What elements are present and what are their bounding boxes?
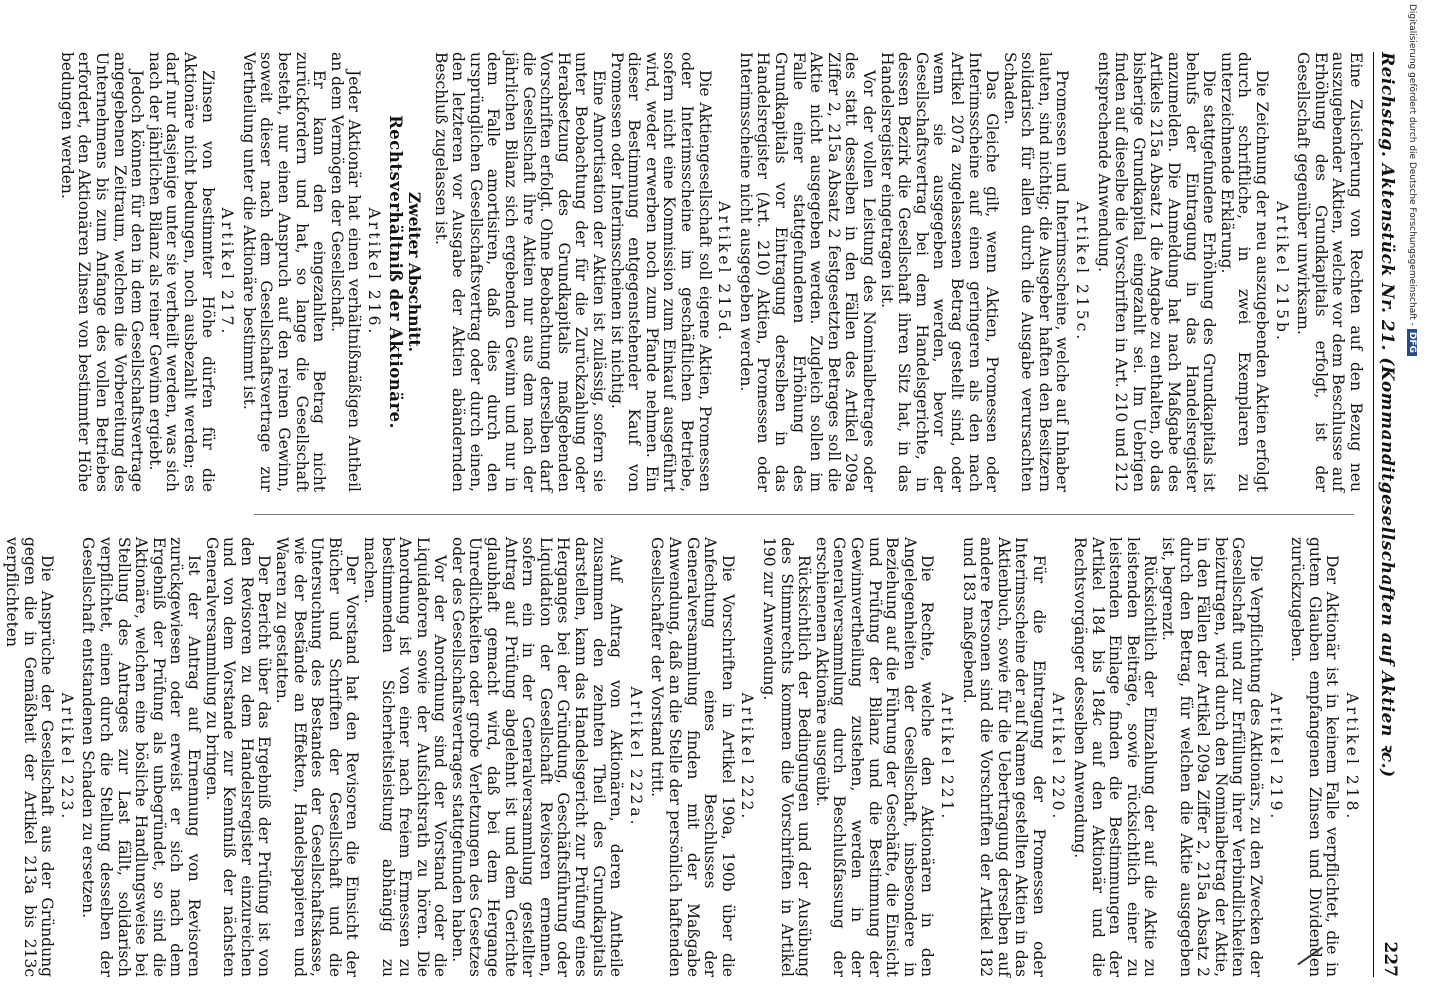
right-column xyxy=(3,537,1364,977)
digitization-note xyxy=(1407,4,1417,356)
paragraph: Der Aktionär ist in keinem Falle verpflichtet, die in gutem Glauben empfangenen Zinsen und Dividenden zurückzugeben. xyxy=(1288,537,1342,977)
paragraph: Auf Antrag von Aktionären, deren Antheile zusammen den zehnten Theil des Grundkapitals darstellen, kann das Handelsgericht zur Prüfung eines Herganges bei der Gründung, Geschäftsführung oder Liquidation der Gesellschaft Revisoren ernennen, sofern ein in der Generalversammlung gestellter Antrag auf Prüfung abgelehnt ist und dem Gerichte glaubhaft gemacht wird, daß bei dem Hergange Unredlichkeiten oder grobe Verletzungen des Gesetzes oder des Gesellschaftsvertrages stattgefunden haben. xyxy=(448,537,626,977)
section-heading: Zweiter Abschnitt. xyxy=(405,191,425,353)
paragraph: Vor der Anordnung sind der Vorstand oder die Liquidatoren sowie der Aufsichtsrath zu hören. Die Anordnung ist von einer nach freiem Ermessen zu bestimmenden Sicherheitsleistung abhängig zu machen. xyxy=(360,537,450,977)
article-heading: Artikel 215c. xyxy=(1073,201,1092,343)
paragraph: Die Rechte, welche den Aktionären in den Angelegenheiten der Gesellschaft, insbesondere in Beziehung auf die Führung der Geschäfte, die Einsicht und Prüfung der Bilanz und die Bestimmung der Gewinnvertheilung zustehen, werden in der Generalversammlung durch Beschlußfassung der erschienenen Aktionäre ausgeübt. xyxy=(812,537,937,977)
paragraph: Er kann den eingezahlten Betrag nicht zurückfordern und hat, so lange die Gesellschaft besteht, nur einen Anspruch auf den reinen Gewinn, soweit dieser nach dem Gesellschaftsvertrage zur Vertheilung unter die Aktionäre bestimmt ist. xyxy=(239,52,329,492)
paragraph: Eine Amortisation der Aktien ist zulässig, sofern sie unter Beobachtung der für die Zurückzahlung oder Herabsetzung des Grundkapitals maßgebenden Vorschriften erfolgt. Ohne Beobachtung derselben darf die Gesellschaft ihre Aktien nur aus dem nach der jährlichen Bilanz sich ergebenden Gewinn und nur in dem Falle amortisiren, daß dies durch den ursprünglichen Gesellschaftsvertrag oder durch einen, den letzteren vor Ausgabe der Aktien abändernden Beschluß zugelassen ist. xyxy=(431,52,609,492)
article-heading: Artikel 215b. xyxy=(1272,201,1291,343)
page-number: 227 xyxy=(1380,941,1400,977)
article-heading: Artikel 216. xyxy=(364,207,383,337)
column-divider xyxy=(254,514,1354,515)
paragraph: Der Vorstand hat den Revisoren die Einsicht der Bücher und Schriften der Gesellschaft und die Untersuchung des Bestandes der Gesellschaftskasse, wie der Bestände an Effekten, Handelspapieren und Waaren zu gestatten. xyxy=(272,537,362,977)
article-heading: Artikel 222. xyxy=(738,692,757,822)
dfg-logo: DFG xyxy=(1407,329,1417,356)
paragraph: Vor der vollen Leistung des Nominalbetrages oder des statt desselben in den Fällen des Artikel 209a Ziffer 2, 215a Absatz 2 festgesetzten Betrages soll die Aktie nicht ausgegeben werden. Zugleich sollen im Falle einer stattgefundenen Erhöhung des Grundkapitals vor Eintragung derselben in das Handelsregister (Art. 210) Aktien, Promessen oder Interimsscheine nicht ausgegeben werden. xyxy=(736,52,878,492)
article-heading: Artikel 215d. xyxy=(715,201,734,343)
section-subheading: Rechtsverhältniß der Aktionäre. xyxy=(385,115,405,429)
paragraph: Das Gleiche gilt, wenn Aktien, Promessen oder Interimsscheine auf einen geringeren als den nach Artikel 207a zugelassenen Betrag gestellt sind, oder wenn sie ausgegeben werden, bevor der Gesellschaftsvertrag bei dem Handelsgerichte, in dessen Bezirk die Gesellschaft ihren Sitz hat, in das Handelsregister eingetragen ist. xyxy=(877,52,1002,492)
paragraph: Die Zeichnung der neu auszugebenden Aktien erfolgt durch schriftliche, in zwei Exemplaren zu unterzeichnende Erklärung. xyxy=(1217,52,1272,492)
paragraph: Promessen und Interimsscheine, welche auf Inhaber lauten, sind nichtig; die Ausgeber haften den Besitzern solidarisch für allen durch die Ausgabe verursachten Schaden. xyxy=(1000,52,1072,492)
paragraph: Die Verpflichtung des Aktionärs, zu den Zwecken der Gesellschaft und zur Erfüllung ihrer Verbindlichkeiten beizutragen, wird durch den Nominalbetrag der Aktie, in den Fällen der Artikel 209a Ziffer 2, 215a Absatz 2 durch den Betrag, für welchen die Aktie ausgegeben ist, begrenzt. xyxy=(1159,537,1266,977)
paragraph: Rücksichtlich der Bedingungen und der Ausübung des Stimmrechts kommen die Vorschriften in Artikel 190 zur Anwendung. xyxy=(760,537,814,977)
article-heading: Artikel 221. xyxy=(937,692,956,822)
paragraph: Jeder Aktionär hat einen verhältnißmäßigen Antheil an dem Vermögen der Gesellschaft. xyxy=(327,52,364,492)
article-heading: Artikel 223. xyxy=(57,692,76,822)
paragraph: Eine Zusicherung von Rechten auf den Bezug neu auszugebender Aktien, welche vor dem Beschlusse auf Erhöhung des Grundkapitals erfolgt, ist der Gesellschaft gegenüber unwirksam. xyxy=(1294,52,1365,492)
paragraph: Für die Eintragung der Promessen oder Interimsscheine der auf Namen gestellten Aktien in das Aktienbuch, sowie für die Uebertragung derselben auf andere Personen sind die Vorschriften der Artikel 182 und 183 maßgebend. xyxy=(959,537,1048,977)
article-heading: Artikel 219. xyxy=(1266,692,1285,822)
paragraph: Die stattgefundene Erhöhung des Grundkapitals ist behufs der Eintragung in das Handelsregister anzumelden. Die Anmeldung hat nach Maßgabe des Artikels 215a Absatz 1 die Angabe zu enthalten, ob das bisherige Grundkapital eingezahlt sei. Im Uebrigen finden auf dieselbe die Vorschriften in Art. 210 und 212 entsprechende Anwendung. xyxy=(1094,52,1219,492)
text-columns xyxy=(3,52,1365,977)
paragraph: Jedoch können für den in dem Gesellschaftsvertrage angegebenen Zeitraum, welchen die Vorbereitung des Unternehmens bis zum Anfange des vollen Betriebes erfordert, den Aktionären Zinsen von bestimmter Höhe bedungen werden. xyxy=(57,52,147,492)
article-heading: Artikel 222a. xyxy=(626,686,645,828)
paragraph: Der Bericht über das Ergebniß der Prüfung ist von den Revisoren zu dem Handelsregister einzureichen und von dem Vorstande zur Kenntniß der nächsten Generalversammlung zu bringen. xyxy=(202,537,274,977)
article-heading: Artikel 218. xyxy=(1343,692,1361,822)
rotated-page xyxy=(3,52,1404,977)
article-heading: Artikel 217. xyxy=(218,207,237,337)
digitization-text: Digitalisierung gefördert durch die Deutsche Forschungsgemeinschaft - xyxy=(1407,4,1417,326)
paragraph: Die Aktiengesellschaft soll eigene Aktien, Promessen oder Interimsscheine im geschäftlichen Betriebe, sofern nicht eine Kommission zum Einkauf ausgeführt wird, weder erwerben noch zum Pfande nehmen. Ein dieser Bestimmung entgegenstehender Kauf von Promessen oder Interimsscheinen ist nichtig. xyxy=(607,52,714,492)
paragraph: Ist der Antrag auf Ernennung von Revisoren zurückgewiesen oder erweist er sich nach dem Ergebniß der Prüfung als unbegründet, so sind die Aktionäre, welchen eine bösliche Handlungsweise bei Stellung des Antrages zur Last fällt, solidarisch verpflichtet, einen durch die Stellung desselben der Gesellschaft entstandenen Schaden zu ersetzen. xyxy=(79,537,203,977)
article-heading: Artikel 220. xyxy=(1049,692,1068,822)
paragraph: Rücksichtlich der Einzahlung der auf die Aktie zu leistenden Beiträge, sowie rücksichtlich einer zu leistenden Einlage finden die Bestimmungen der Artikel 184 bis 184c auf den Aktionär und die Rechtsvorgänger desselben Anwendung. xyxy=(1071,537,1160,977)
running-head xyxy=(1373,52,1404,977)
left-column xyxy=(57,52,1365,492)
paragraph: Zinsen von bestimmter Höhe dürfen für die Aktionäre nicht bedungen, noch ausbezahlt werden; es darf nur dasjenige unter sie vertheilt werden, was sich nach der jährlichen Bilanz als reiner Gewinn ergiebt. xyxy=(145,52,217,492)
paragraph: Die Vorschriften in Artikel 190a, 190b über die Anfechtung eines Beschlusses der Generalversammlung finden mit der Maßgabe Anwendung, daß an die Stelle der persönlich haftenden Gesellschafter der Vorstand tritt. xyxy=(648,537,737,977)
paragraph: Die Ansprüche der Gesellschaft aus der Gründung gegen die in Gemäßheit der Artikel 213a bis 213c verpflichteten xyxy=(3,537,57,977)
header-title: Reichstag. Aktenstück Nr. 21. (Kommanditgesellschaften auf Aktien ꝛc.) xyxy=(1377,52,1397,778)
